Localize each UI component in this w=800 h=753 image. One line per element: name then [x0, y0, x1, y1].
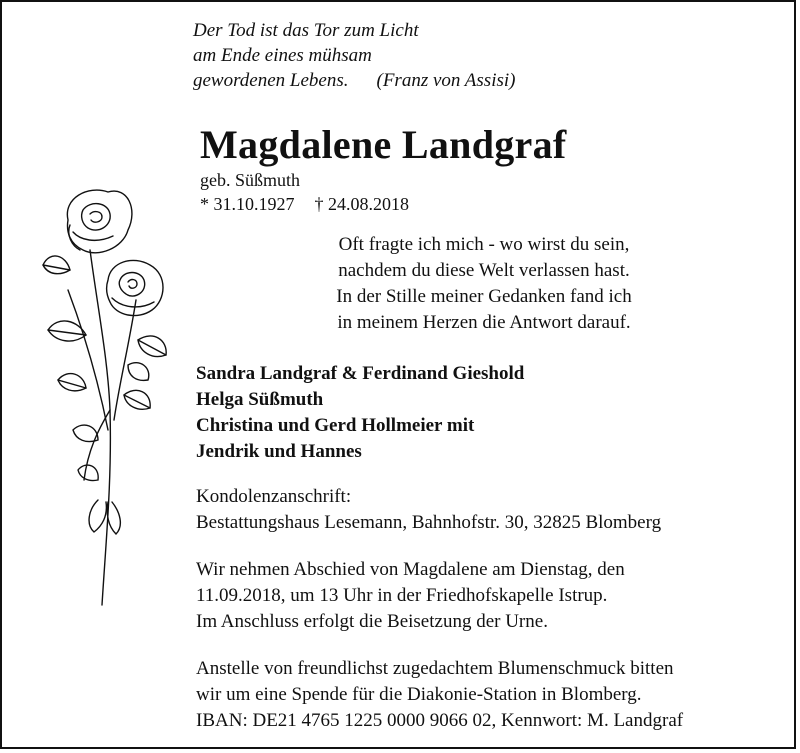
farewell-line: Wir nehmen Abschied von Magdalene am Dienstag, den [196, 559, 625, 580]
poem-line: in meinem Herzen die Antwort darauf. [337, 312, 631, 333]
donation-line: IBAN: DE21 4765 1225 0000 9066 02, Kennwort: M. Landgraf [196, 710, 684, 731]
mourners-list [196, 361, 524, 465]
mourner-line: Christina und Gerd Hollmeier mit [196, 415, 475, 436]
mourner-line: Sandra Landgraf & Ferdinand Gieshold [196, 363, 525, 384]
life-dates [200, 194, 409, 215]
farewell-line: 11.09.2018, um 13 Uhr in der Friedhofskapelle Istrup. [196, 585, 608, 606]
rose-illustration [28, 180, 178, 610]
motto-line-text: gewordenen Lebens. [193, 70, 349, 91]
birth-date: * 31.10.1927 [200, 194, 295, 214]
condolence-address-line: Bestattungshaus Lesemann, Bahnhofstr. 30, 32825 Blomberg [196, 512, 662, 533]
motto-attribution: (Franz von Assisi) [376, 70, 516, 91]
condolence-address [196, 484, 661, 536]
poem-line: Oft fragte ich mich - wo wirst du sein, [338, 234, 630, 255]
donation-line: wir um eine Spende für die Diakonie-Station in Blomberg. [196, 684, 642, 705]
poem-line: nachdem du diese Welt verlassen hast. [338, 260, 630, 281]
poem-line: In der Stille meiner Gedanken fand ich [336, 286, 632, 307]
motto-line: Der Tod ist das Tor zum Licht [193, 20, 419, 41]
motto-quote [193, 18, 515, 93]
condolence-label: Kondolenzanschrift: [196, 486, 352, 507]
donation-line: Anstelle von freundlichst zugedachtem Blumenschmuck bitten [196, 658, 674, 679]
motto-line: am Ende eines mühsam [193, 45, 372, 66]
donation-info [196, 656, 683, 734]
farewell-line: Im Anschluss erfolgt die Beisetzung der Urne. [196, 611, 548, 632]
deceased-name: Magdalene Landgraf [200, 122, 567, 167]
farewell-info [196, 557, 625, 635]
mourner-line: Helga Süßmuth [196, 389, 324, 410]
birth-name: geb. Süßmuth [200, 170, 301, 190]
death-date: † 24.08.2018 [314, 194, 409, 214]
poem [300, 232, 668, 336]
mourner-line: Jendrik und Hannes [196, 441, 362, 462]
motto-line [193, 68, 515, 93]
